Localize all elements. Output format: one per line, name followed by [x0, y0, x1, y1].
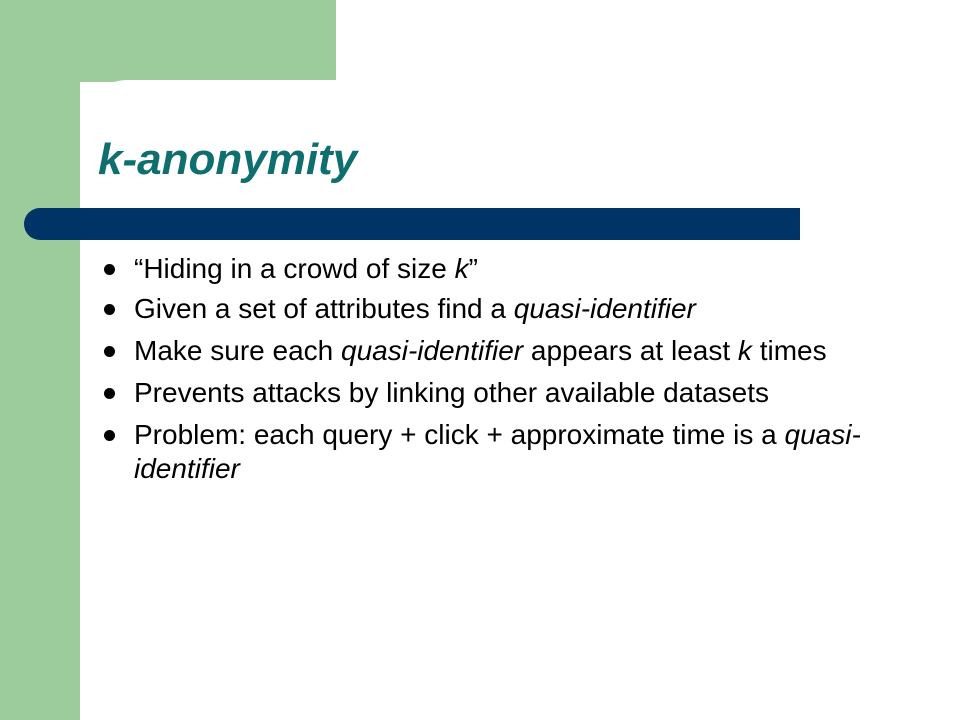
bullet-dot-icon	[104, 388, 115, 399]
bullet-dot-icon	[104, 264, 115, 275]
bullet-dot-icon	[104, 430, 115, 441]
bullet-dot-icon	[104, 304, 115, 315]
bullet-item	[104, 334, 884, 368]
bullet-item	[104, 376, 884, 410]
bullet-text-italic: k	[454, 253, 469, 284]
title-underline-bar	[24, 208, 800, 240]
bullet-text	[134, 293, 696, 324]
bullet-text-segment: Problem: each query + click + approximate time is a	[134, 419, 785, 450]
bullet-text	[134, 377, 769, 408]
bullet-item	[104, 252, 884, 286]
bullet-list	[104, 252, 884, 494]
slide-title: k-anonymity	[98, 135, 358, 184]
bullet-text-segment: Make sure each	[134, 335, 341, 366]
bullet-text-italic: quasi-identifier	[513, 293, 696, 324]
bullet-item	[104, 292, 884, 326]
bullet-dot-icon	[104, 346, 115, 357]
bullet-text	[134, 419, 861, 484]
bullet-text-segment: Given a set of attributes find a	[134, 293, 514, 324]
bullet-text-segment: ”	[468, 253, 478, 284]
bullet-text-segment: appears at least	[523, 335, 738, 366]
bullet-text-italic: quasi-identifier	[134, 419, 861, 484]
bullet-item	[104, 418, 884, 486]
bullet-text-segment: times	[751, 335, 827, 366]
bullet-text	[134, 335, 827, 366]
bullet-text-italic: quasi-identifier	[341, 335, 524, 366]
decorative-green-band-left	[0, 0, 80, 720]
bullet-text-segment: Prevents attacks by linking other available datasets	[134, 377, 770, 408]
bullet-text	[134, 253, 478, 284]
bullet-text-italic: k	[737, 335, 752, 366]
bullet-text-segment: “Hiding in a crowd of size	[134, 253, 455, 284]
